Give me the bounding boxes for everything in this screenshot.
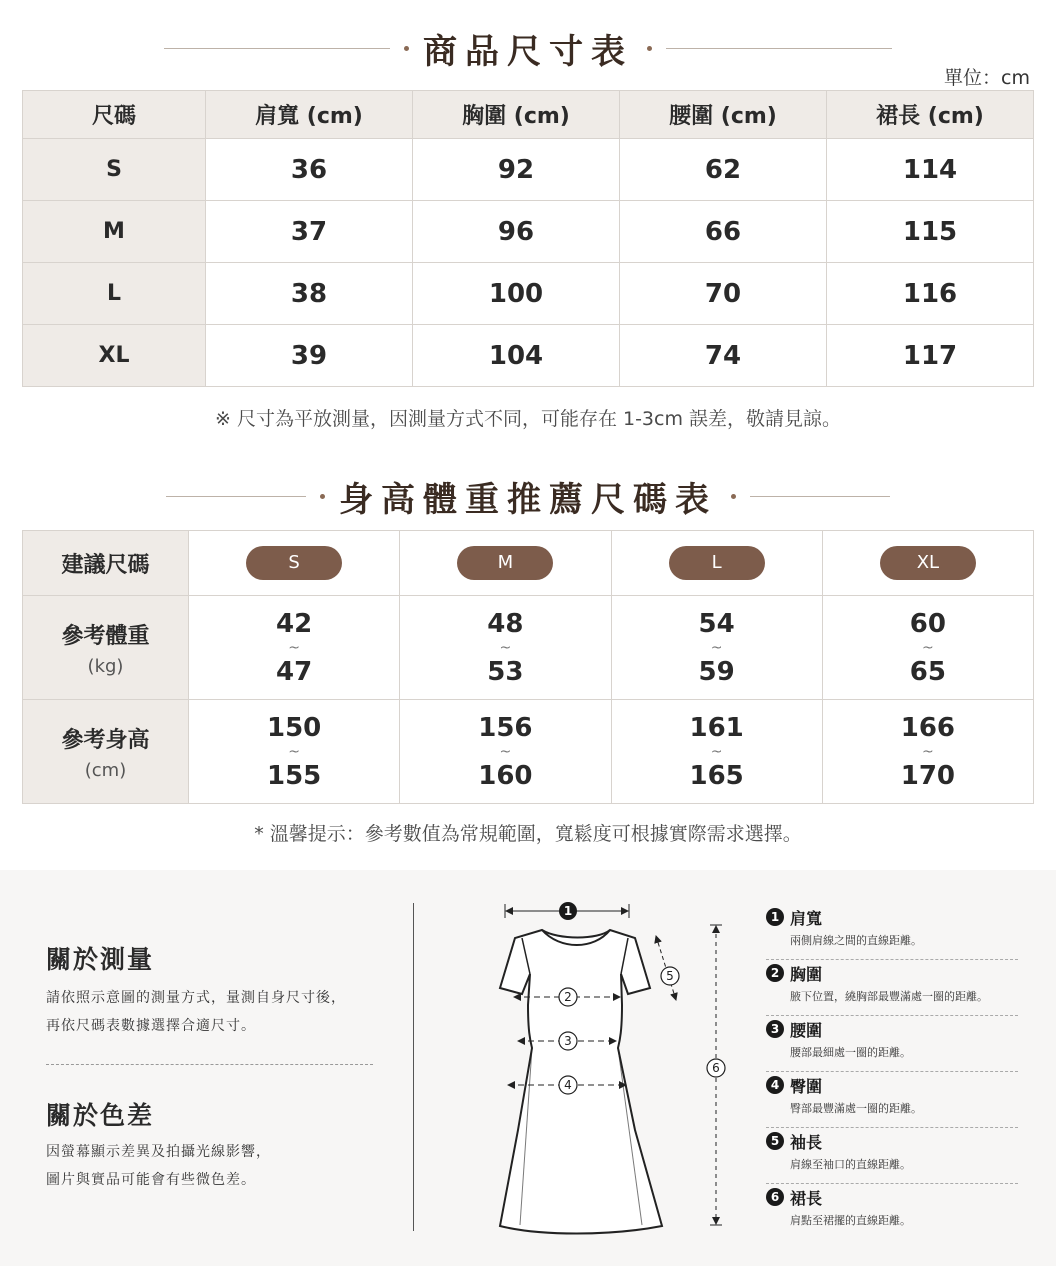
height-max: 165 [689,760,744,791]
weight-row-header [23,596,189,700]
size-cell: M [23,201,206,263]
table-row [23,201,1034,263]
about-color-line: 因螢幕顯示差異及拍攝光線影響， [46,1144,271,1160]
header-waist: 腰圍 (cm) [620,91,827,139]
chest-cell: 96 [413,201,620,263]
recommend-title: 身高體重推薦尺碼表 [339,479,717,520]
legend-desc: 臀部最豐滿處一圈的距離。 [790,1102,922,1115]
height-min: 166 [900,712,956,743]
length-cell: 115 [827,201,1034,263]
legend-number: 1 [766,908,784,926]
height-row [23,700,1034,804]
shoulder-cell: 36 [206,139,413,201]
dress-outline [500,930,662,1234]
chest-cell: 100 [413,263,620,325]
weight-cell [189,596,400,700]
size-pill-cell [400,531,611,596]
weight-row [23,596,1034,700]
length-cell: 117 [827,325,1034,387]
legend-desc: 肩點至裙擺的直線距離。 [790,1214,911,1227]
size-table-header [23,91,1034,139]
table-row [23,139,1034,201]
weight-label: 參考體重 [61,623,150,649]
shoulder-cell: 37 [206,201,413,263]
svg-text:2: 2 [564,990,572,1004]
size-cell: L [23,263,206,325]
svg-text:6: 6 [712,1061,720,1075]
divider-line [666,48,892,49]
size-pill-cell [189,531,400,596]
height-cell [189,700,400,804]
tilde: ~ [499,639,512,656]
about-measure-line: 再依尺碼表數據選擇合適尺寸。 [46,1018,256,1034]
weight-max: 65 [909,656,946,687]
height-max: 160 [478,760,533,791]
divider-line [750,496,890,497]
weight-min: 42 [276,608,313,639]
height-cell [611,700,822,804]
divider-line [164,48,390,49]
title-dot [404,46,409,51]
weight-cell [611,596,822,700]
size-chart-title-row [0,26,1056,70]
marker-1 [559,902,577,920]
legend-label: 裙長 [790,1189,823,1208]
measurement-legend [766,904,1018,1240]
legend-number: 3 [766,1020,784,1038]
info-divider [46,1064,373,1065]
about-measure-text [46,984,346,1040]
height-unit: (cm) [84,759,127,781]
tilde: ~ [288,743,300,760]
legend-label: 袖長 [790,1133,823,1152]
marker-5 [661,967,679,985]
legend-item [766,960,1018,1016]
waist-cell: 74 [620,325,827,387]
weight-max: 53 [487,656,524,687]
header-chest: 胸圍 (cm) [413,91,620,139]
marker-2 [559,988,577,1006]
height-min: 161 [689,712,744,743]
divider-line [166,496,306,497]
weight-min: 54 [698,608,735,639]
height-label: 參考身高 [61,727,150,753]
svg-text:1: 1 [563,904,573,918]
dress-diagram [470,890,750,1240]
legend-number: 6 [766,1188,784,1206]
about-measure-title: 關於測量 [46,945,155,974]
svg-text:5: 5 [666,969,674,983]
table-row [23,263,1034,325]
legend-item [766,1184,1018,1240]
chest-cell: 92 [413,139,620,201]
tilde: ~ [499,743,512,760]
about-color-text [46,1138,271,1194]
size-pill: S [246,546,342,580]
height-min: 156 [478,712,533,743]
about-color-line: 圖片與實品可能會有些微色差。 [46,1172,256,1188]
svg-text:4: 4 [564,1078,572,1092]
tilde: ~ [922,639,934,656]
legend-label: 腰圍 [790,1021,823,1040]
waist-cell: 62 [620,139,827,201]
size-row [23,531,1034,596]
waist-cell: 66 [620,201,827,263]
legend-label: 胸圍 [790,965,823,984]
table-row [23,325,1034,387]
header-shoulder: 肩寬 (cm) [206,91,413,139]
size-pill: XL [880,546,976,580]
weight-max: 59 [698,656,735,687]
weight-cell [400,596,611,700]
marker-3 [559,1032,577,1050]
title-dot [320,494,325,499]
about-measure-line: 請依照示意圖的測量方式，量測自身尺寸後， [46,990,346,1006]
size-pill-cell [822,531,1033,596]
svg-text:3: 3 [564,1034,572,1048]
legend-item [766,1128,1018,1184]
waist-cell: 70 [620,263,827,325]
height-cell [400,700,611,804]
size-chart-note: ※ 尺寸為平放測量，因測量方式不同，可能存在 1-3cm 誤差，敬請見諒。 [214,408,842,430]
height-row-header [23,700,189,804]
length-cell: 116 [827,263,1034,325]
size-table [22,90,1034,387]
title-dot [731,494,736,499]
legend-number: 4 [766,1076,784,1094]
marker-6 [707,1059,725,1077]
weight-min: 60 [909,608,946,639]
legend-number: 5 [766,1132,784,1150]
weight-unit: (kg) [87,655,124,677]
height-max: 170 [900,760,956,791]
vertical-divider [413,903,414,1231]
tilde: ~ [710,743,723,760]
size-cell: S [23,139,206,201]
height-min: 150 [266,712,322,743]
size-pill: M [457,546,553,580]
shoulder-cell: 38 [206,263,413,325]
recommend-note: * 溫馨提示：參考數值為常規範圍，寬鬆度可根據實際需求選擇。 [254,823,802,845]
tilde: ~ [710,639,723,656]
recommend-table [22,530,1034,804]
weight-min: 48 [487,608,524,639]
legend-item [766,904,1018,960]
about-color-title: 關於色差 [46,1101,155,1130]
legend-number: 2 [766,964,784,982]
chest-cell: 104 [413,325,620,387]
weight-max: 47 [276,656,313,687]
legend-desc: 腋下位置，繞胸部最豐滿處一圈的距離。 [790,990,988,1003]
size-row-label: 建議尺碼 [61,552,150,578]
tilde: ~ [288,639,300,656]
size-chart-title: 商品尺寸表 [423,31,633,72]
recommend-title-row [0,474,1056,518]
height-cell [822,700,1033,804]
legend-desc: 腰部最細處一圈的距離。 [790,1046,911,1059]
size-cell: XL [23,325,206,387]
height-max: 155 [266,760,322,791]
header-length: 裙長 (cm) [827,91,1034,139]
size-pill-cell [611,531,822,596]
legend-item [766,1072,1018,1128]
marker-4 [559,1076,577,1094]
tilde: ~ [922,743,934,760]
legend-desc: 肩線至袖口的直線距離。 [790,1158,911,1171]
size-pill: L [669,546,765,580]
legend-label: 肩寬 [790,909,823,928]
legend-desc: 兩側肩線之間的直線距離。 [790,934,922,947]
shoulder-cell: 39 [206,325,413,387]
unit-label: 單位：cm [944,67,1030,89]
length-cell: 114 [827,139,1034,201]
legend-label: 臀圍 [790,1077,823,1096]
title-dot [647,46,652,51]
header-size: 尺碼 [23,91,206,139]
size-row-header [23,531,189,596]
legend-item [766,1016,1018,1072]
weight-cell [822,596,1033,700]
